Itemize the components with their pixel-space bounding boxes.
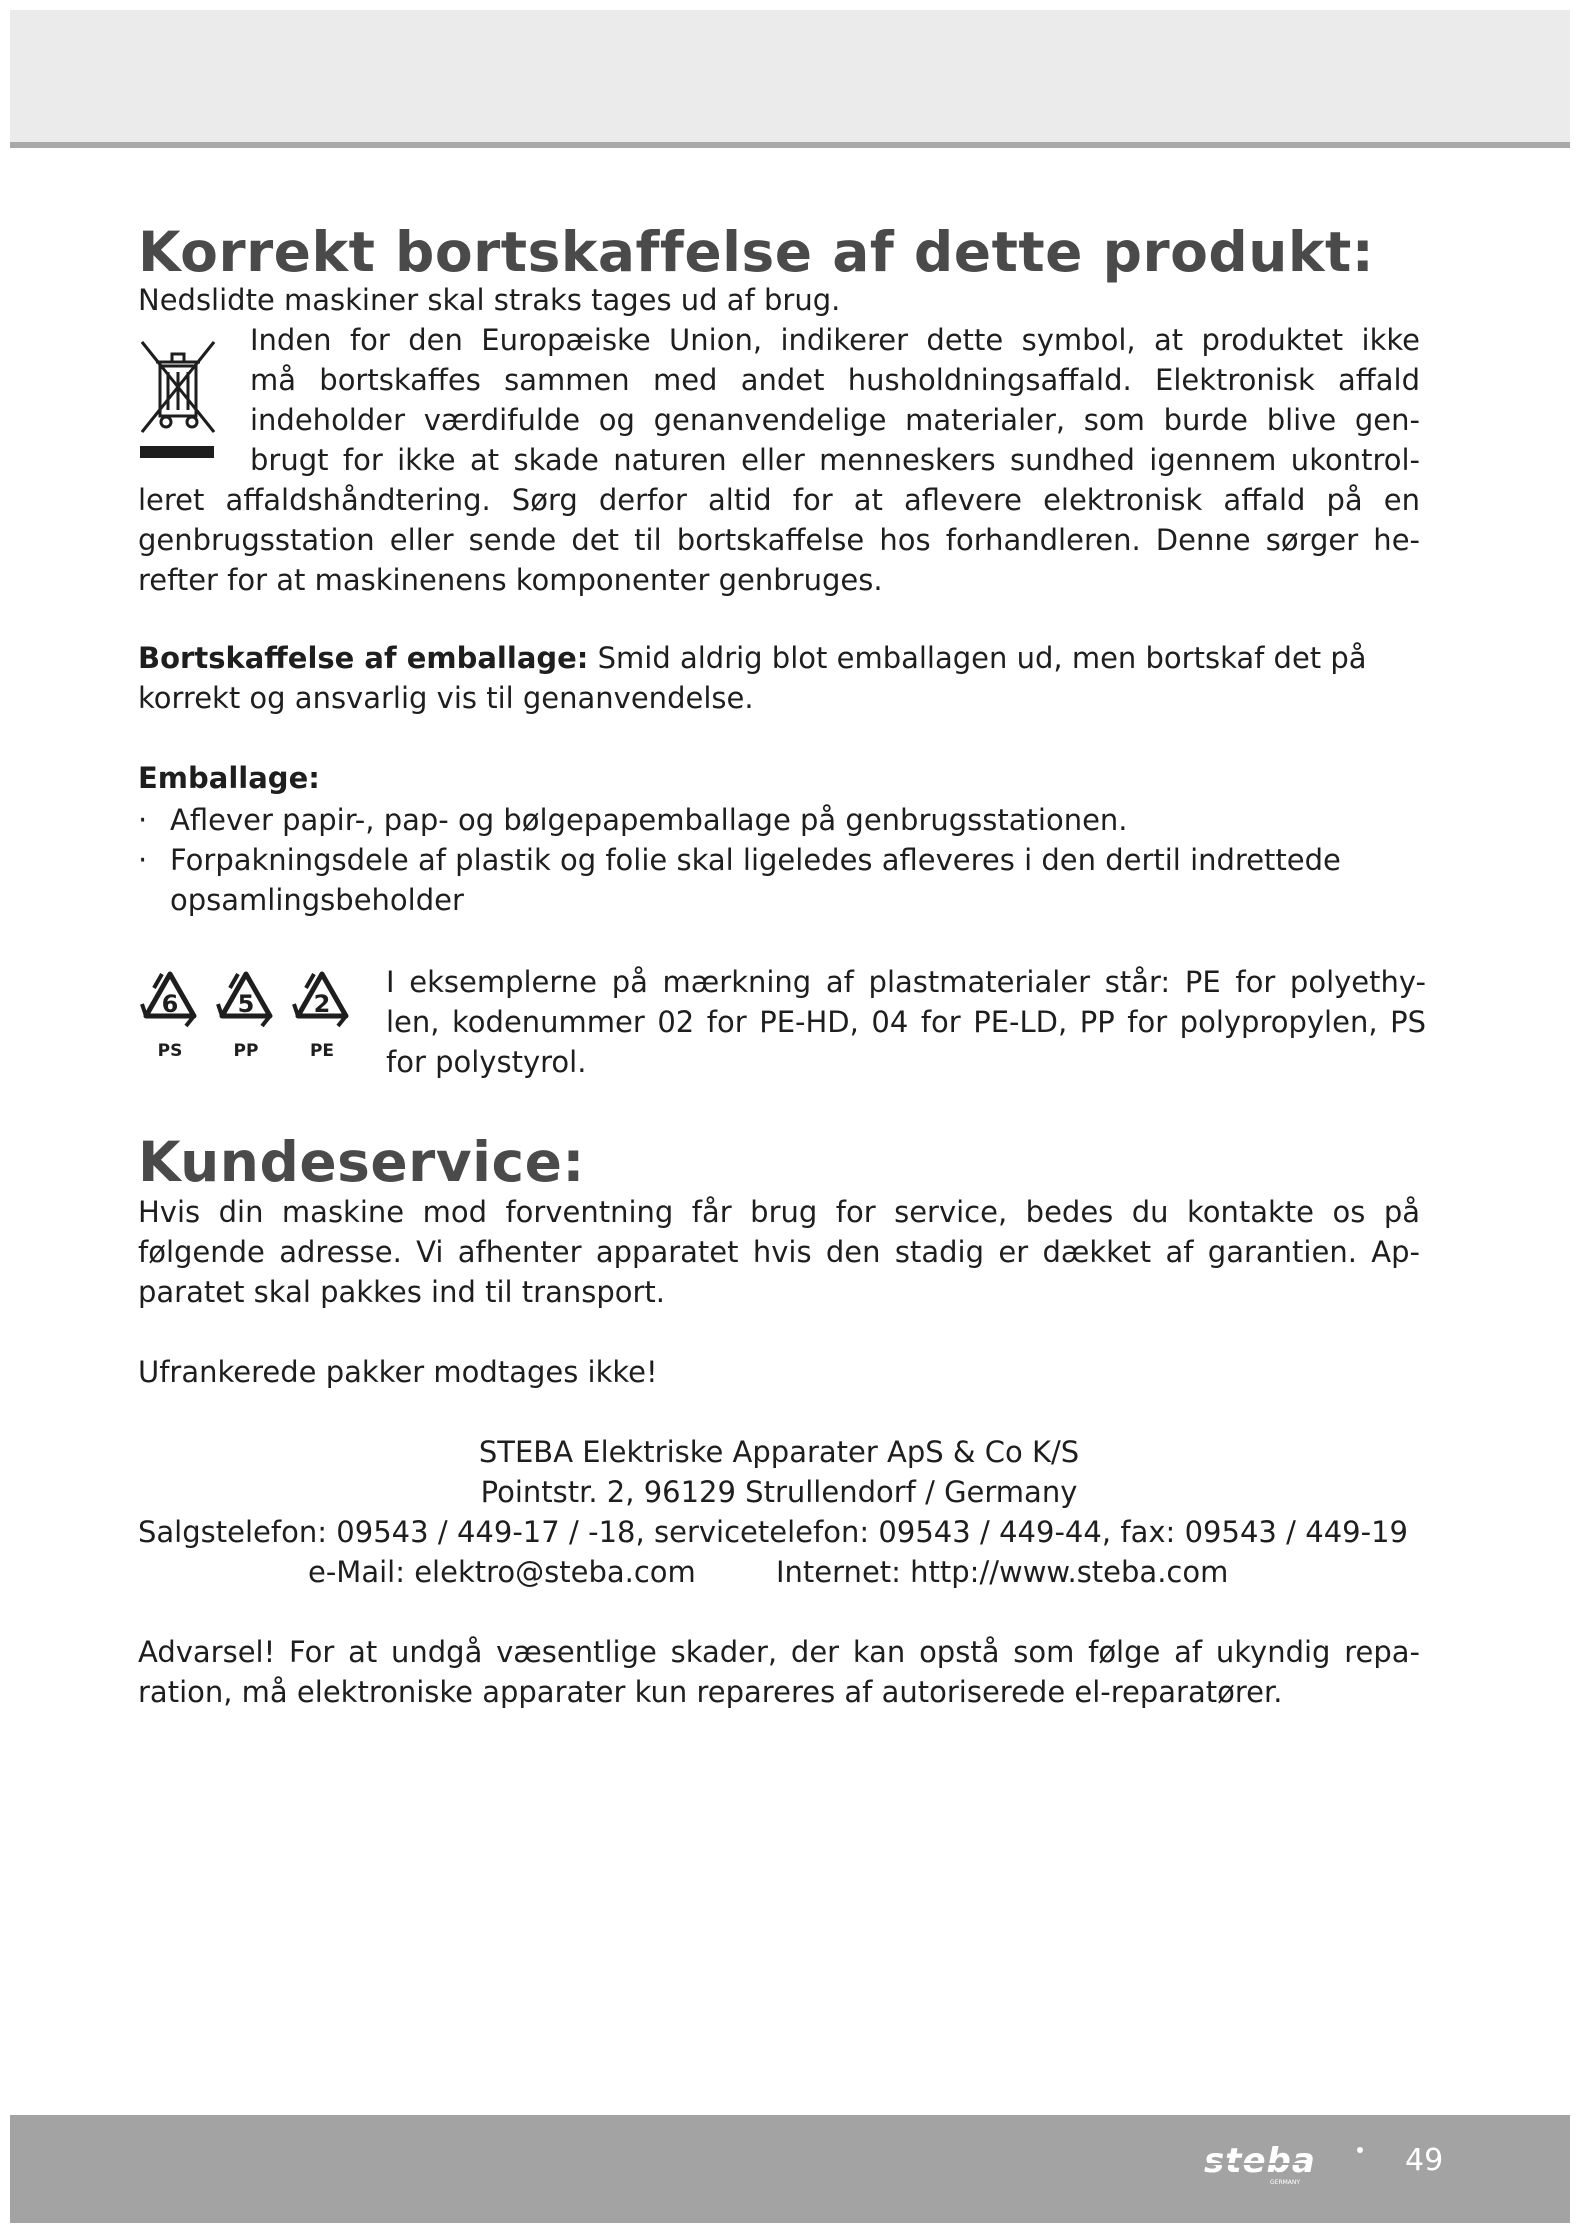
packaging-text: Smid aldrig blot emballagen ud, men bortskaf det på — [588, 641, 1367, 675]
recycling-line-2: len, kodenummer 02 for PE-HD, 04 for PE-LD, PP for polypropylen, PS — [386, 1005, 1426, 1039]
service-title: Kundeservice: — [138, 1130, 585, 1194]
disposal-intro: Nedslidte maskiner skal straks tages ud af brug. — [138, 283, 841, 317]
recycling-line-1: I eksemplerne på mærkning af plastmaterialer står: PE for polyethy- — [386, 965, 1426, 999]
weee-line-4: brugt for ikke at skade naturen eller menneskers sundhed igennem ukontrol- — [250, 443, 1420, 477]
recycle-ps-code: 6 — [161, 990, 179, 1018]
logo-sub: GERMANY — [1270, 2179, 1301, 2186]
weee-line-5: leret affaldshåndtering. Sørg derfor altid for at aflevere elektronisk affald på en — [138, 483, 1420, 517]
packaging-line-2: korrekt og ansvarlig vis til genanvendelse. — [138, 681, 754, 715]
weee-line-7: refter for at maskinenens komponenter genbruges. — [138, 563, 883, 597]
header-bar — [10, 10, 1570, 148]
emballage-bullet-1: Aflever papir-, pap- og bølgepapemballage på genbrugsstationen. — [170, 803, 1128, 837]
service-line-1: Hvis din maskine mod forventning får brug for service, bedes du kontakte os på — [138, 1195, 1420, 1229]
company-address: Pointstr. 2, 96129 Strullendorf / Germany — [480, 1475, 1078, 1509]
weee-line-6: genbrugsstation eller sende det til bortskaffelse hos forhandleren. Denne sørger he- — [138, 523, 1420, 557]
recycle-ps-label: PS — [157, 1041, 183, 1061]
bullet-dot: · — [138, 803, 148, 837]
company-email: e-Mail: elektro@steba.com — [308, 1555, 696, 1589]
company-phones: Salgstelefon: 09543 / 449-17 / -18, servicetelefon: 09543 / 449-44, fax: 09543 / 449-19 — [138, 1515, 1408, 1549]
emballage-title: Emballage: — [138, 761, 320, 795]
weee-bin-icon — [138, 338, 218, 462]
recycle-pe-label: PE — [309, 1041, 335, 1061]
service-line-2: følgende adresse. Vi afhenter apparatet hvis den stadig er dækket af garantien. Ap- — [138, 1235, 1420, 1269]
company-name: STEBA Elektriske Apparater ApS & Co K/S — [478, 1435, 1080, 1469]
weee-line-2: må bortskaffes sammen med andet husholdningsaffald. Elektronisk affald — [250, 363, 1420, 397]
service-notice: Ufrankerede pakker modtages ikke! — [138, 1355, 658, 1389]
weee-line-1: Inden for den Europæiske Union, indikerer dette symbol, at produktet ikke — [250, 323, 1420, 357]
recycle-pp-code: 5 — [237, 990, 255, 1018]
recycle-pp-label: PP — [233, 1041, 259, 1061]
company-internet: Internet: http://www.steba.com — [776, 1555, 1229, 1589]
packaging-line-1 — [138, 638, 1367, 678]
warning-line-1: Advarsel! For at undgå væsentlige skader, der kan opstå som følge af ukyndig repa- — [138, 1635, 1420, 1669]
recycle-pe-icon — [294, 974, 346, 1061]
logo-brand: steba — [1204, 2141, 1316, 2181]
recycling-line-3: for polystyrol. — [386, 1045, 587, 1079]
weee-line-3: indeholder værdifulde og genanvendelige materialer, som burde blive gen- — [250, 403, 1420, 437]
recycle-pe-code: 2 — [313, 990, 331, 1018]
recycling-symbols — [140, 966, 360, 1076]
page-number: 49 — [1405, 2143, 1444, 2178]
recycle-pp-icon — [218, 974, 270, 1061]
packaging-label: Bortskaffelse af emballage: — [138, 641, 589, 675]
bullet-dot: · — [138, 843, 148, 877]
steba-logo — [1200, 2140, 1370, 2190]
disposal-title: Korrekt bortskaffelse af dette produkt: — [138, 220, 1375, 284]
warning-line-2: ration, må elektroniske apparater kun repareres af autoriserede el-reparatører. — [138, 1675, 1283, 1709]
emballage-bullet-2-cont: opsamlingsbeholder — [170, 883, 464, 917]
service-line-3: paratet skal pakkes ind til transport. — [138, 1275, 665, 1309]
recycle-ps-icon — [142, 974, 194, 1061]
emballage-bullet-2: Forpakningsdele af plastik og folie skal ligeledes afleveres i den dertil indrettede — [170, 843, 1341, 877]
